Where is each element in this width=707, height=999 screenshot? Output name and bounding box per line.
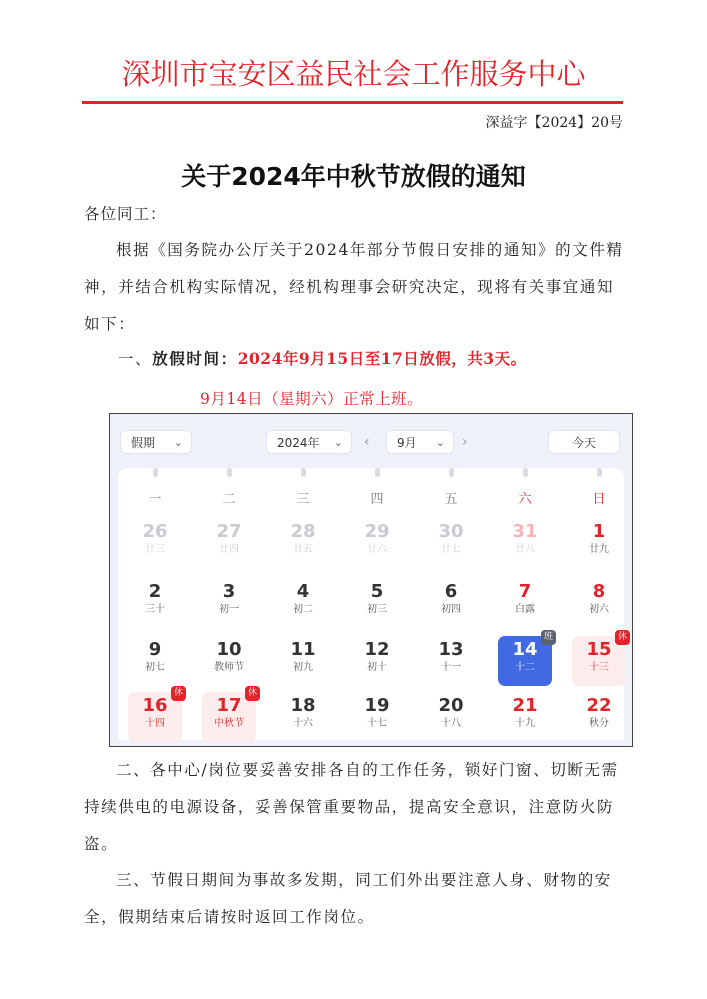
day-number: 6 [444, 581, 458, 602]
section-2-paragraph: 二、各中心/岗位要妥善安排各自的工作任务，锁好门窗、切断无需持续供电的电源设备，妥善保管重要物品，提高安全意识，注意防火防盗。 [84, 761, 619, 853]
today-button[interactable]: 今天 [548, 430, 620, 454]
prev-month-arrow-icon[interactable]: ‹ [364, 434, 370, 450]
day-number: 10 [216, 639, 242, 660]
weekday-header: 日 [592, 492, 606, 507]
day-number: 16 [142, 695, 168, 716]
calendar-day-cell[interactable] [572, 518, 626, 568]
section-1-holiday-time [118, 342, 638, 376]
calendar-day-cell[interactable] [128, 518, 182, 568]
day-number: 9 [148, 639, 162, 660]
lunar-date-label: 教师节 [214, 662, 244, 673]
calendar-day-cell[interactable] [350, 578, 404, 628]
day-number: 12 [364, 639, 390, 660]
calendar-day-cell[interactable] [202, 578, 256, 628]
day-number: 22 [586, 695, 612, 716]
calendar-toolbar [110, 414, 632, 468]
binder-ring-dot [301, 468, 306, 477]
day-number: 13 [438, 639, 464, 660]
holiday-calendar-screenshot [109, 413, 633, 747]
holiday-select[interactable]: 假期 ⌄ [120, 430, 192, 454]
rest-day-badge: 休 [615, 630, 630, 645]
lunar-date-label: 初四 [441, 604, 461, 615]
day-number: 18 [290, 695, 316, 716]
greeting: 各位同工： [84, 205, 167, 223]
calendar-day-cell[interactable] [424, 578, 478, 628]
day-number: 30 [438, 521, 464, 542]
weekday-header: 三 [296, 492, 310, 507]
calendar-day-cell[interactable] [498, 578, 552, 628]
day-number: 8 [592, 581, 606, 602]
calendar-day-cell[interactable] [498, 632, 553, 686]
month-select[interactable]: 9月 ⌄ [386, 430, 454, 454]
calendar-grid [118, 468, 627, 740]
binder-ring-dot [227, 468, 232, 477]
lunar-date-label: 十二 [515, 662, 535, 673]
weekday-header: 五 [444, 492, 458, 507]
calendar-day-cell[interactable] [202, 636, 256, 686]
day-number: 14 [512, 639, 538, 660]
lunar-date-label: 十九 [515, 718, 535, 729]
day-number: 2 [148, 581, 162, 602]
day-number: 31 [512, 521, 538, 542]
calendar-day-cell[interactable] [498, 692, 552, 742]
lunar-date-label: 十八 [441, 718, 461, 729]
year-select[interactable]: 2024年 ⌄ [266, 430, 352, 454]
calendar-day-cell[interactable] [202, 688, 257, 742]
day-number: 11 [290, 639, 316, 660]
calendar-day-cell[interactable] [276, 578, 330, 628]
day-number: 1 [592, 521, 606, 542]
lunar-date-label: 初九 [293, 662, 313, 673]
next-month-arrow-icon[interactable]: › [462, 434, 468, 450]
calendar-day-cell[interactable] [350, 518, 404, 568]
lunar-date-label: 初六 [589, 604, 609, 615]
calendar-day-cell[interactable] [424, 692, 478, 742]
lunar-date-label: 十三 [589, 662, 609, 673]
lunar-date-label: 中秋节 [214, 718, 244, 729]
document-number: 深益字【2024】20号 [485, 115, 623, 131]
binder-ring-dot [449, 468, 454, 477]
calendar-day-cell[interactable] [572, 578, 626, 628]
org-title: 深圳市宝安区益民社会工作服务中心 [121, 57, 586, 91]
calendar-day-cell[interactable] [128, 636, 182, 686]
day-number: 20 [438, 695, 464, 716]
lunar-date-label: 廿七 [441, 544, 461, 555]
calendar-day-cell[interactable] [424, 518, 478, 568]
lunar-date-label: 初三 [367, 604, 387, 615]
day-number: 27 [216, 521, 242, 542]
lunar-date-label: 初一 [219, 604, 239, 615]
rest-day-badge: 休 [245, 686, 260, 701]
lunar-date-label: 十一 [441, 662, 461, 673]
chevron-down-icon: ⌄ [333, 436, 343, 449]
document-title: 关于2024年中秋节放假的通知 [181, 162, 526, 191]
chevron-down-icon: ⌄ [435, 436, 445, 449]
day-number: 3 [222, 581, 236, 602]
section-1-label: 一、放假时间： [118, 349, 238, 368]
weekday-header: 一 [148, 492, 162, 507]
lunar-date-label: 秋分 [589, 718, 609, 729]
weekday-header: 二 [222, 492, 236, 507]
day-number: 5 [370, 581, 384, 602]
calendar-day-cell[interactable] [350, 692, 404, 742]
calendar-day-cell[interactable] [276, 692, 330, 742]
calendar-day-cell[interactable] [572, 632, 627, 686]
day-number: 17 [216, 695, 242, 716]
calendar-day-cell[interactable] [202, 518, 256, 568]
section-1-text: 2024年9月15日至17日放假，共3天。 [237, 349, 527, 368]
lunar-date-label: 初七 [145, 662, 165, 673]
day-number: 15 [586, 639, 612, 660]
lunar-date-label: 十六 [293, 718, 313, 729]
calendar-day-cell[interactable] [276, 636, 330, 686]
intro-paragraph: 根据《国务院办公厅关于2024年部分节假日安排的通知》的文件精神，并结合机构实际情况，经机构理事会研究决定，现将有关事宜通知如下： [84, 241, 624, 333]
day-number: 28 [290, 521, 316, 542]
lunar-date-label: 廿三 [145, 544, 165, 555]
lunar-date-label: 廿五 [293, 544, 313, 555]
section-1-work-day: 9月14日（星期六）正常上班。 [200, 390, 424, 408]
calendar-day-cell[interactable] [498, 518, 552, 568]
weekday-header: 四 [370, 492, 384, 507]
calendar-day-cell[interactable] [128, 578, 182, 628]
calendar-day-cell[interactable] [424, 636, 478, 686]
day-number: 29 [364, 521, 390, 542]
work-day-badge: 班 [541, 630, 556, 645]
day-number: 4 [296, 581, 310, 602]
binder-ring-dot [375, 468, 380, 477]
day-number: 7 [518, 581, 532, 602]
calendar-day-cell[interactable] [350, 636, 404, 686]
binder-ring-dot [597, 468, 602, 477]
header-red-rule [82, 101, 623, 104]
binder-ring-dot [153, 468, 158, 477]
chevron-down-icon: ⌄ [173, 436, 183, 449]
lunar-date-label: 廿六 [367, 544, 387, 555]
weekday-header: 六 [518, 492, 532, 507]
day-number: 26 [142, 521, 168, 542]
section-3-paragraph: 三、节假日期间为事故多发期，同工们外出要注意人身、财物的安全，假期结束后请按时返回工作岗位。 [84, 871, 612, 926]
lunar-date-label: 十七 [367, 718, 387, 729]
binder-ring-dot [523, 468, 528, 477]
lunar-date-label: 白露 [515, 604, 535, 615]
lunar-date-label: 三十 [145, 604, 165, 615]
day-number: 21 [512, 695, 538, 716]
rest-day-badge: 休 [171, 686, 186, 701]
lunar-date-label: 初十 [367, 662, 387, 673]
lunar-date-label: 廿四 [219, 544, 239, 555]
calendar-day-cell[interactable] [276, 518, 330, 568]
day-number: 19 [364, 695, 390, 716]
lunar-date-label: 廿九 [589, 544, 609, 555]
lunar-date-label: 廿八 [515, 544, 535, 555]
lunar-date-label: 初二 [293, 604, 313, 615]
lunar-date-label: 十四 [145, 718, 165, 729]
calendar-day-cell[interactable] [572, 692, 626, 742]
calendar-day-cell[interactable] [128, 688, 183, 742]
